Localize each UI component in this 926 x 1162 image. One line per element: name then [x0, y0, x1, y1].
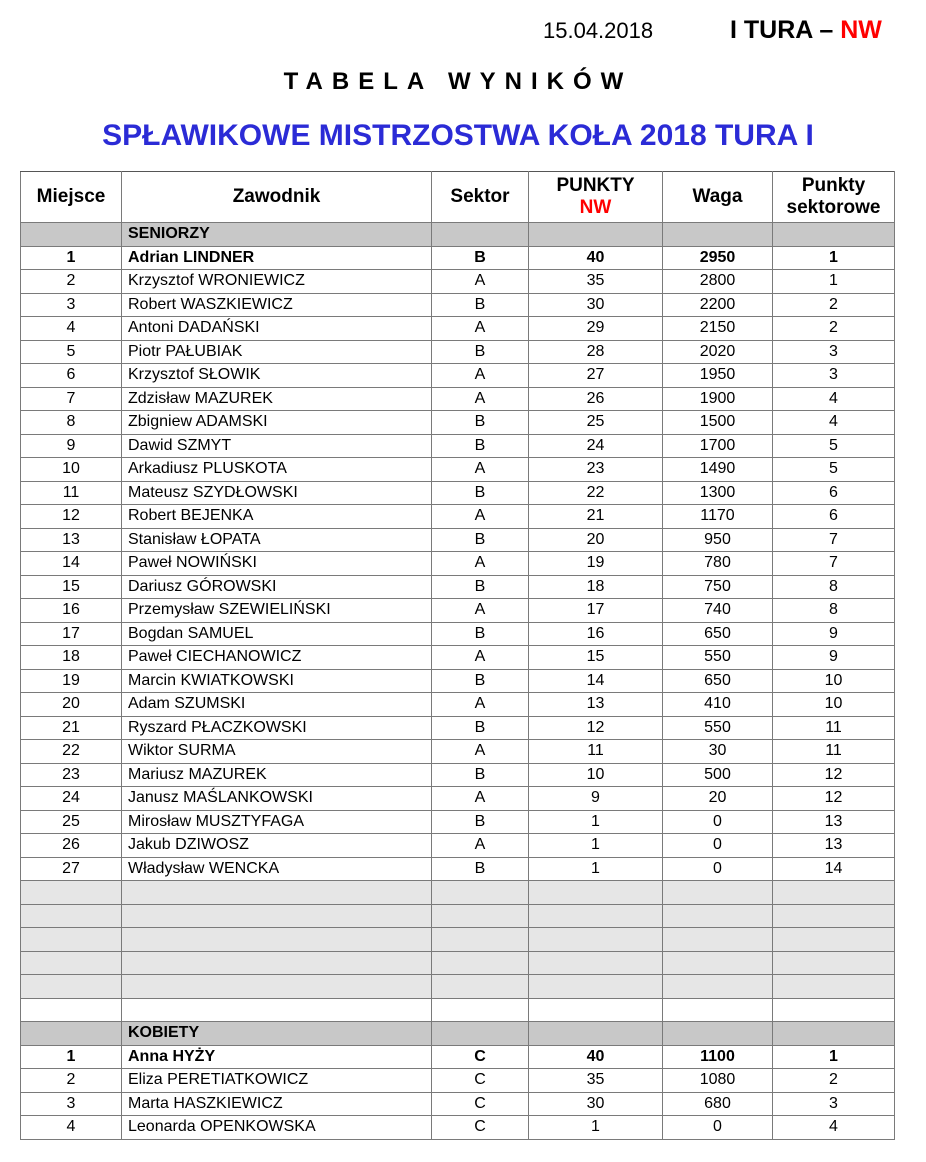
points-cell: 35	[529, 270, 663, 294]
section-cell	[432, 223, 529, 247]
table-row	[21, 763, 895, 787]
table-row	[21, 1045, 895, 1069]
weight-cell: 0	[663, 834, 773, 858]
place-cell: 7	[21, 387, 122, 411]
empty-cell	[122, 998, 432, 1022]
place-cell: 10	[21, 458, 122, 482]
sector-points-cell: 7	[773, 552, 895, 576]
table-row	[21, 575, 895, 599]
name-cell: Leonarda OPENKOWSKA	[122, 1116, 432, 1140]
sector-points-cell: 8	[773, 599, 895, 623]
name-cell: Adrian LINDNER	[122, 246, 432, 270]
weight-cell: 950	[663, 528, 773, 552]
points-cell: 1	[529, 834, 663, 858]
sector-points-cell: 2	[773, 1069, 895, 1093]
table-row	[21, 669, 895, 693]
sector-points-cell: 3	[773, 340, 895, 364]
table-row	[21, 387, 895, 411]
empty-cell	[663, 881, 773, 905]
table-row	[21, 646, 895, 670]
weight-cell: 20	[663, 787, 773, 811]
sector-cell: B	[432, 246, 529, 270]
points-cell: 11	[529, 740, 663, 764]
sector-points-cell: 5	[773, 434, 895, 458]
weight-cell: 1700	[663, 434, 773, 458]
sector-cell: B	[432, 411, 529, 435]
name-cell: Jakub DZIWOSZ	[122, 834, 432, 858]
table-row	[21, 1116, 895, 1140]
sector-points-cell: 4	[773, 411, 895, 435]
name-cell: Robert BEJENKA	[122, 505, 432, 529]
empty-row	[21, 975, 895, 999]
section-cell	[663, 1022, 773, 1046]
points-cell: 35	[529, 1069, 663, 1093]
weight-cell: 1100	[663, 1045, 773, 1069]
sector-cell: B	[432, 716, 529, 740]
weight-cell: 30	[663, 740, 773, 764]
name-cell: Paweł CIECHANOWICZ	[122, 646, 432, 670]
sector-points-cell: 1	[773, 270, 895, 294]
sector-cell: B	[432, 669, 529, 693]
empty-cell	[773, 975, 895, 999]
place-cell: 22	[21, 740, 122, 764]
empty-cell	[122, 881, 432, 905]
name-cell: Paweł NOWIŃSKI	[122, 552, 432, 576]
points-cell: 18	[529, 575, 663, 599]
name-cell: Adam SZUMSKI	[122, 693, 432, 717]
sector-points-cell: 8	[773, 575, 895, 599]
weight-cell: 500	[663, 763, 773, 787]
sector-points-cell: 9	[773, 646, 895, 670]
empty-cell	[432, 928, 529, 952]
table-row	[21, 787, 895, 811]
name-cell: Dariusz GÓROWSKI	[122, 575, 432, 599]
sector-points-cell: 2	[773, 293, 895, 317]
weight-cell: 680	[663, 1092, 773, 1116]
sector-points-cell: 5	[773, 458, 895, 482]
empty-cell	[773, 881, 895, 905]
empty-row	[21, 904, 895, 928]
empty-cell	[529, 928, 663, 952]
table-row	[21, 834, 895, 858]
empty-cell	[773, 928, 895, 952]
table-row	[21, 1092, 895, 1116]
place-cell: 5	[21, 340, 122, 364]
weight-cell: 2020	[663, 340, 773, 364]
name-cell: Bogdan SAMUEL	[122, 622, 432, 646]
sector-points-cell: 13	[773, 834, 895, 858]
weight-cell: 550	[663, 716, 773, 740]
empty-cell	[773, 998, 895, 1022]
name-cell: Władysław WENCKA	[122, 857, 432, 881]
sector-cell: C	[432, 1045, 529, 1069]
points-cell: 40	[529, 246, 663, 270]
name-cell: Marta HASZKIEWICZ	[122, 1092, 432, 1116]
place-cell: 15	[21, 575, 122, 599]
table-row	[21, 622, 895, 646]
sector-cell: A	[432, 458, 529, 482]
section-label-kobiety: KOBIETY	[122, 1022, 432, 1046]
table-row	[21, 599, 895, 623]
empty-cell	[529, 998, 663, 1022]
name-cell: Piotr PAŁUBIAK	[122, 340, 432, 364]
section-cell	[663, 223, 773, 247]
place-cell: 4	[21, 1116, 122, 1140]
points-cell: 9	[529, 787, 663, 811]
sector-points-cell: 7	[773, 528, 895, 552]
place-cell: 14	[21, 552, 122, 576]
empty-cell	[21, 998, 122, 1022]
sector-points-cell: 10	[773, 669, 895, 693]
weight-cell: 2200	[663, 293, 773, 317]
name-cell: Arkadiusz PLUSKOTA	[122, 458, 432, 482]
weight-cell: 1300	[663, 481, 773, 505]
sector-points-cell: 12	[773, 787, 895, 811]
place-cell: 3	[21, 1092, 122, 1116]
sector-cell: B	[432, 575, 529, 599]
place-cell: 9	[21, 434, 122, 458]
sector-points-cell: 2	[773, 317, 895, 341]
sector-cell: B	[432, 763, 529, 787]
document-subtitle: SPŁAWIKOWE MISTRZOSTWA KOŁA 2018 TURA I	[102, 119, 814, 152]
place-cell: 19	[21, 669, 122, 693]
sector-cell: A	[432, 646, 529, 670]
name-cell: Ryszard PŁACZKOWSKI	[122, 716, 432, 740]
empty-cell	[21, 881, 122, 905]
empty-cell	[122, 904, 432, 928]
sector-points-cell: 13	[773, 810, 895, 834]
sector-points-cell: 12	[773, 763, 895, 787]
name-cell: Mirosław MUSZTYFAGA	[122, 810, 432, 834]
weight-cell: 1490	[663, 458, 773, 482]
weight-cell: 550	[663, 646, 773, 670]
table-row	[21, 552, 895, 576]
points-cell: 1	[529, 1116, 663, 1140]
header-row	[21, 172, 895, 223]
sector-cell: A	[432, 740, 529, 764]
weight-cell: 0	[663, 857, 773, 881]
sector-cell: A	[432, 834, 529, 858]
empty-row	[21, 928, 895, 952]
place-cell: 3	[21, 293, 122, 317]
weight-cell: 0	[663, 810, 773, 834]
weight-cell: 1900	[663, 387, 773, 411]
points-header-bottom: NW	[579, 197, 612, 218]
points-cell: 30	[529, 1092, 663, 1116]
table-row	[21, 1069, 895, 1093]
name-cell: Marcin KWIATKOWSKI	[122, 669, 432, 693]
points-cell: 24	[529, 434, 663, 458]
weight-cell: 1500	[663, 411, 773, 435]
weight-cell: 740	[663, 599, 773, 623]
empty-cell	[432, 951, 529, 975]
section-cell	[21, 1022, 122, 1046]
section-cell	[432, 1022, 529, 1046]
table-row	[21, 246, 895, 270]
empty-cell	[432, 881, 529, 905]
column-header-weight: Waga	[663, 172, 773, 223]
empty-cell	[663, 904, 773, 928]
weight-cell: 650	[663, 622, 773, 646]
name-cell: Anna HYŻY	[122, 1045, 432, 1069]
place-cell: 2	[21, 1069, 122, 1093]
sector-points-cell: 6	[773, 481, 895, 505]
column-header-points	[529, 172, 663, 223]
points-cell: 20	[529, 528, 663, 552]
section-row-kobiety	[21, 1022, 895, 1046]
section-cell	[773, 223, 895, 247]
table-row	[21, 340, 895, 364]
points-cell: 25	[529, 411, 663, 435]
name-cell: Eliza PERETIATKOWICZ	[122, 1069, 432, 1093]
sector-points-cell: 1	[773, 1045, 895, 1069]
empty-cell	[432, 998, 529, 1022]
sector-points-header-top: Punkty	[801, 175, 866, 196]
table-body	[21, 223, 895, 1140]
name-cell: Robert WASZKIEWICZ	[122, 293, 432, 317]
place-cell: 12	[21, 505, 122, 529]
weight-cell: 1080	[663, 1069, 773, 1093]
name-cell: Stanisław ŁOPATA	[122, 528, 432, 552]
points-header-top: PUNKTY	[556, 175, 635, 196]
results-table	[20, 171, 895, 1140]
empty-cell	[663, 998, 773, 1022]
sector-points-cell: 1	[773, 246, 895, 270]
points-cell: 40	[529, 1045, 663, 1069]
name-cell: Mateusz SZYDŁOWSKI	[122, 481, 432, 505]
name-cell: Przemysław SZEWIELIŃSKI	[122, 599, 432, 623]
sector-cell: A	[432, 317, 529, 341]
section-cell	[21, 223, 122, 247]
place-cell: 18	[21, 646, 122, 670]
place-cell: 1	[21, 1045, 122, 1069]
round-suffix: NW	[840, 16, 882, 44]
empty-cell	[432, 904, 529, 928]
weight-cell: 2800	[663, 270, 773, 294]
table-row	[21, 740, 895, 764]
sector-cell: A	[432, 552, 529, 576]
place-cell: 27	[21, 857, 122, 881]
sector-cell: B	[432, 528, 529, 552]
name-cell: Krzysztof WRONIEWICZ	[122, 270, 432, 294]
sector-points-cell: 14	[773, 857, 895, 881]
empty-cell	[663, 928, 773, 952]
table-row	[21, 693, 895, 717]
sector-cell: C	[432, 1069, 529, 1093]
points-cell: 15	[529, 646, 663, 670]
empty-cell	[529, 881, 663, 905]
points-cell: 17	[529, 599, 663, 623]
table-row	[21, 270, 895, 294]
weight-cell: 2150	[663, 317, 773, 341]
empty-cell	[529, 951, 663, 975]
empty-cell	[529, 975, 663, 999]
points-cell: 13	[529, 693, 663, 717]
points-cell: 30	[529, 293, 663, 317]
sector-cell: B	[432, 857, 529, 881]
place-cell: 23	[21, 763, 122, 787]
sector-cell: C	[432, 1116, 529, 1140]
empty-cell	[122, 975, 432, 999]
place-cell: 25	[21, 810, 122, 834]
sector-points-cell: 11	[773, 716, 895, 740]
name-cell: Dawid SZMYT	[122, 434, 432, 458]
empty-cell	[21, 904, 122, 928]
sector-points-cell: 4	[773, 1116, 895, 1140]
sector-cell: A	[432, 364, 529, 388]
place-cell: 4	[21, 317, 122, 341]
weight-cell: 750	[663, 575, 773, 599]
sector-points-cell: 3	[773, 1092, 895, 1116]
table-row	[21, 411, 895, 435]
empty-cell	[21, 975, 122, 999]
points-cell: 1	[529, 857, 663, 881]
weight-cell: 1950	[663, 364, 773, 388]
table-row	[21, 505, 895, 529]
points-cell: 12	[529, 716, 663, 740]
sector-points-header-bottom: sektorowe	[786, 197, 881, 218]
name-cell: Janusz MAŚLANKOWSKI	[122, 787, 432, 811]
points-cell: 16	[529, 622, 663, 646]
column-header-place: Miejsce	[21, 172, 122, 223]
name-cell: Antoni DADAŃSKI	[122, 317, 432, 341]
points-cell: 10	[529, 763, 663, 787]
place-cell: 11	[21, 481, 122, 505]
section-label-seniorzy: SENIORZY	[122, 223, 432, 247]
sector-points-cell: 9	[773, 622, 895, 646]
sector-points-cell: 10	[773, 693, 895, 717]
empty-cell	[21, 928, 122, 952]
sector-points-cell: 6	[773, 505, 895, 529]
spacer-row	[21, 998, 895, 1022]
weight-cell: 410	[663, 693, 773, 717]
weight-cell: 650	[663, 669, 773, 693]
document-title: TABELA WYNIKÓW	[283, 68, 633, 95]
place-cell: 26	[21, 834, 122, 858]
points-cell: 29	[529, 317, 663, 341]
sector-points-cell: 11	[773, 740, 895, 764]
name-cell: Zbigniew ADAMSKI	[122, 411, 432, 435]
place-cell: 17	[21, 622, 122, 646]
points-cell: 23	[529, 458, 663, 482]
sector-cell: B	[432, 481, 529, 505]
column-header-sector: Sektor	[432, 172, 529, 223]
name-cell: Mariusz MAZUREK	[122, 763, 432, 787]
weight-cell: 1170	[663, 505, 773, 529]
empty-cell	[529, 904, 663, 928]
table-row	[21, 458, 895, 482]
empty-cell	[21, 951, 122, 975]
weight-cell: 0	[663, 1116, 773, 1140]
table-row	[21, 293, 895, 317]
table-row	[21, 810, 895, 834]
points-cell: 22	[529, 481, 663, 505]
name-cell: Zdzisław MAZUREK	[122, 387, 432, 411]
round-label	[730, 16, 882, 45]
weight-cell: 780	[663, 552, 773, 576]
points-cell: 21	[529, 505, 663, 529]
table-row	[21, 364, 895, 388]
table-header	[21, 172, 895, 223]
place-cell: 20	[21, 693, 122, 717]
place-cell: 13	[21, 528, 122, 552]
sector-cell: B	[432, 340, 529, 364]
section-cell	[529, 223, 663, 247]
table-row	[21, 434, 895, 458]
table-row	[21, 528, 895, 552]
empty-cell	[432, 975, 529, 999]
sector-cell: A	[432, 787, 529, 811]
points-cell: 27	[529, 364, 663, 388]
date: 15.04.2018	[543, 18, 654, 43]
sector-cell: A	[432, 270, 529, 294]
table-row	[21, 481, 895, 505]
place-cell: 1	[21, 246, 122, 270]
sector-cell: A	[432, 599, 529, 623]
table-row	[21, 317, 895, 341]
column-header-name: Zawodnik	[122, 172, 432, 223]
place-cell: 16	[21, 599, 122, 623]
column-header-sector-points	[773, 172, 895, 223]
points-cell: 26	[529, 387, 663, 411]
empty-cell	[122, 928, 432, 952]
sector-points-cell: 3	[773, 364, 895, 388]
place-cell: 6	[21, 364, 122, 388]
sector-cell: B	[432, 434, 529, 458]
weight-cell: 2950	[663, 246, 773, 270]
empty-cell	[773, 951, 895, 975]
empty-cell	[663, 951, 773, 975]
empty-cell	[122, 951, 432, 975]
name-cell: Krzysztof SŁOWIK	[122, 364, 432, 388]
round-prefix: I TURA –	[730, 16, 841, 44]
place-cell: 21	[21, 716, 122, 740]
sector-cell: C	[432, 1092, 529, 1116]
place-cell: 8	[21, 411, 122, 435]
empty-row	[21, 951, 895, 975]
points-cell: 14	[529, 669, 663, 693]
points-cell: 1	[529, 810, 663, 834]
sector-cell: A	[432, 387, 529, 411]
place-cell: 24	[21, 787, 122, 811]
table-row	[21, 716, 895, 740]
section-cell	[773, 1022, 895, 1046]
empty-cell	[663, 975, 773, 999]
points-cell: 19	[529, 552, 663, 576]
sector-cell: B	[432, 622, 529, 646]
section-cell	[529, 1022, 663, 1046]
name-cell: Wiktor SURMA	[122, 740, 432, 764]
sector-points-cell: 4	[773, 387, 895, 411]
empty-row	[21, 881, 895, 905]
empty-cell	[773, 904, 895, 928]
sector-cell: A	[432, 693, 529, 717]
table-row	[21, 857, 895, 881]
sector-cell: B	[432, 293, 529, 317]
section-row-seniorzy	[21, 223, 895, 247]
points-cell: 28	[529, 340, 663, 364]
sector-cell: A	[432, 505, 529, 529]
place-cell: 2	[21, 270, 122, 294]
sector-cell: B	[432, 810, 529, 834]
